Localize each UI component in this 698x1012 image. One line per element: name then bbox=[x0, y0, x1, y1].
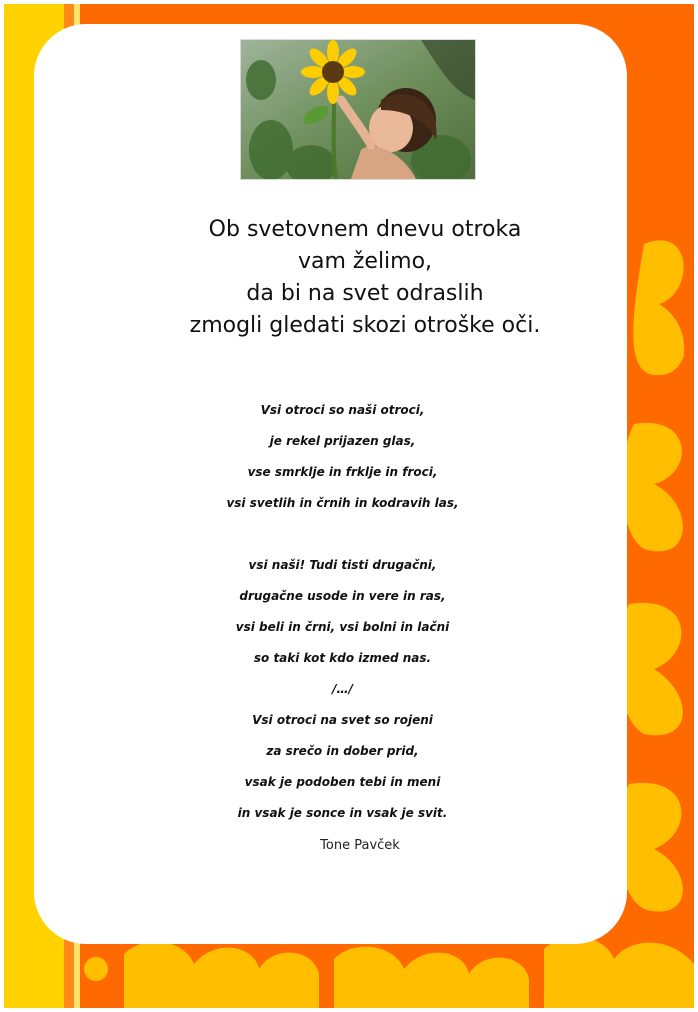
poem bbox=[60, 395, 625, 829]
poem-line: vse smrklje in frklje in froci, bbox=[247, 465, 438, 479]
headline-line: zmogli gledati skozi otroške oči. bbox=[189, 313, 541, 338]
headline-line: da bi na svet odraslih bbox=[246, 281, 484, 306]
poem-line: vsi beli in črni, vsi bolni in lačni bbox=[235, 620, 450, 634]
poem-line: drugačne usode in vere in ras, bbox=[239, 589, 446, 603]
poem-author: Tone Pavček bbox=[320, 838, 400, 853]
poem-line: za srečo in dober prid, bbox=[266, 744, 419, 758]
poem-line: /…/ bbox=[332, 682, 353, 696]
headline-line: Ob svetovnem dnevu otroka bbox=[208, 217, 522, 242]
poem-line: vsi naši! Tudi tisti drugačni, bbox=[248, 558, 437, 572]
child-sunflower-photo bbox=[240, 39, 476, 180]
poem-line: Vsi otroci so naši otroci, bbox=[260, 403, 425, 417]
headline bbox=[60, 214, 670, 342]
poem-line: vsak je podoben tebi in meni bbox=[244, 775, 441, 789]
poem-line: in vsak je sonce in vsak je svit. bbox=[237, 806, 448, 820]
poem-line: Vsi otroci na svet so rojeni bbox=[252, 713, 433, 727]
poem-line: je rekel prijazen glas, bbox=[269, 434, 416, 448]
poem-line: vsi svetlih in črnih in kodravih las, bbox=[226, 496, 459, 510]
poem-line: so taki kot kdo izmed nas. bbox=[253, 651, 432, 665]
stanza-gap bbox=[60, 519, 625, 550]
headline-line: vam želimo, bbox=[297, 249, 433, 274]
